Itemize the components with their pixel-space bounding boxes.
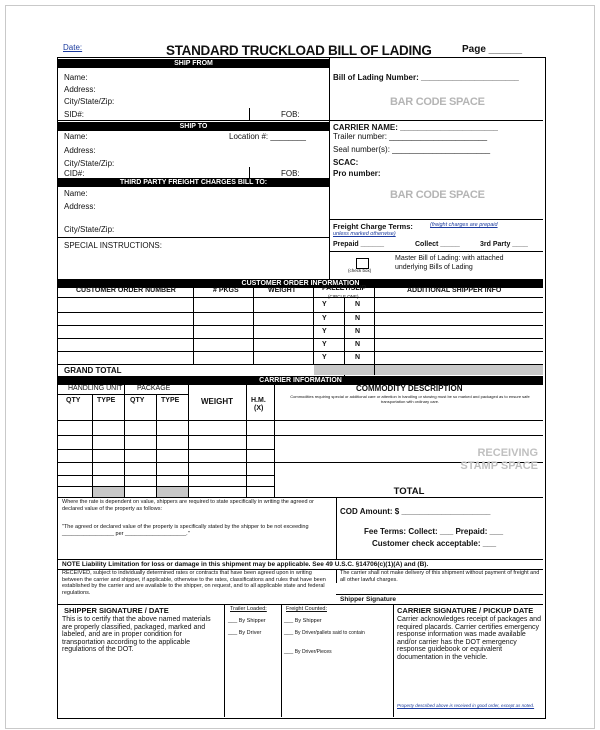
col-weight: WEIGHT bbox=[268, 287, 296, 294]
pallet-no-2[interactable]: N bbox=[355, 315, 361, 322]
barcode-space-2: BAR CODE SPACE bbox=[390, 189, 485, 201]
carrier-signature-title: CARRIER SIGNATURE / PICKUP DATE bbox=[397, 606, 534, 615]
ship-from-sid[interactable]: SID#: bbox=[64, 110, 85, 119]
pallet-yes-5[interactable]: Y bbox=[322, 354, 327, 361]
receiving-label: RECEIVING bbox=[477, 447, 538, 459]
received-text: RECEIVED, subject to individually determined rates or contracts that have been agreed upon in writing between the carrier and shipper, if applicable, otherwise to the rates, classifications and rules that have been established by the carrier and are available to the shipper, on request, and to all applicable state and federal regulations. bbox=[62, 570, 326, 596]
hu-type-label: TYPE bbox=[97, 397, 116, 404]
pallet-yes-4[interactable]: Y bbox=[322, 341, 327, 348]
freight-counted-pieces[interactable]: ___ By Driver/Pieces bbox=[284, 649, 332, 655]
liability-note: NOTE Liability Limitation for loss or damage in this shipment may be applicable. See 49 U.S.C. §14706(c)(1)(A) and (B). bbox=[62, 561, 429, 568]
stamp-space-label: STAMP SPACE bbox=[460, 460, 538, 472]
pro-number[interactable]: Pro number: bbox=[333, 169, 381, 178]
freight-terms-note: (freight charges are prepaid bbox=[430, 222, 498, 228]
carrier-certification: Carrier acknowledges receipt of packages and required placards. Carrier certifies emergency response information was made available and/or carrier has the DOT emergency response guidebook or equivalent documentation in the vehicle. bbox=[397, 616, 541, 661]
carrier-delivery-text: The carrier shall not make delivery of this shipment without payment of freight and all other lawful charges. bbox=[340, 570, 540, 583]
prepaid-field[interactable]: Prepaid ______ bbox=[333, 241, 384, 248]
ship-from-city[interactable]: City/State/Zip: bbox=[64, 97, 115, 106]
pallet-yes-3[interactable]: Y bbox=[322, 328, 327, 335]
shipper-certification: This is to certify that the above named materials are properly classified, packaged, marked and labeled, and are in proper condition for transportation according to the applicable regulations of the DOT. bbox=[62, 616, 211, 654]
trailer-loaded-driver[interactable]: ___ By Driver bbox=[228, 630, 262, 636]
ship-to-city[interactable]: City/State/Zip: bbox=[64, 159, 115, 168]
third-party-name[interactable]: Name: bbox=[64, 189, 88, 198]
trailer-loaded-shipper[interactable]: ___ By Shipper bbox=[228, 618, 266, 624]
col-pkgs: # PKGS bbox=[213, 287, 239, 294]
third-party-field[interactable]: 3rd Party ____ bbox=[480, 241, 528, 248]
ship-to-bar: SHIP TO bbox=[58, 122, 329, 131]
circle-one-note: (CIRCLE ONE) bbox=[328, 294, 359, 299]
pallet-yes-2[interactable]: Y bbox=[322, 315, 327, 322]
barcode-space-1: BAR CODE SPACE bbox=[390, 96, 485, 108]
ship-from-bar: SHIP FROM bbox=[58, 59, 329, 68]
hm-label: H.M. bbox=[251, 397, 266, 404]
ship-to-location[interactable]: Location #: ________ bbox=[229, 132, 306, 141]
pallet-no-3[interactable]: N bbox=[355, 328, 361, 335]
col-additional-info: ADDITIONAL SHIPPER INFO bbox=[407, 287, 502, 294]
third-party-address[interactable]: Address: bbox=[64, 202, 96, 211]
third-party-bar: THIRD PARTY FREIGHT CHARGES BILL TO: bbox=[58, 178, 329, 187]
freight-charge-terms: Freight Charge Terms: bbox=[333, 222, 413, 231]
carrier-name[interactable]: CARRIER NAME: ______________________ bbox=[333, 123, 498, 132]
freight-terms-note-2: unless marked otherwise) bbox=[333, 231, 396, 237]
ship-from-name[interactable]: Name: bbox=[64, 73, 88, 82]
total-label: TOTAL bbox=[275, 486, 543, 497]
freight-counted-label: Freight Counted: bbox=[286, 606, 327, 612]
third-party-city[interactable]: City/State/Zip: bbox=[64, 225, 115, 234]
date-label: Date: bbox=[63, 43, 83, 52]
ship-to-fob[interactable]: FOB: bbox=[281, 169, 300, 178]
pkg-type-label: TYPE bbox=[161, 397, 180, 404]
weight-label: WEIGHT bbox=[201, 397, 233, 406]
col-customer-order-number: CUSTOMER ORDER NUMBER bbox=[76, 287, 176, 294]
customer-order-bar: CUSTOMER ORDER INFORMATION bbox=[58, 279, 543, 288]
customer-check[interactable]: Customer check acceptable: ___ bbox=[372, 539, 497, 548]
package-label: PACKAGE bbox=[137, 385, 171, 392]
master-bol-text-2: underlying Bills of Lading bbox=[395, 264, 473, 271]
hm-x-label: (X) bbox=[254, 405, 264, 412]
col-pallet-slip: PALLET/SLIP bbox=[322, 285, 367, 292]
grand-total-shaded bbox=[314, 365, 543, 375]
trailer-loaded-label: Trailer Loaded: bbox=[230, 606, 267, 612]
handling-unit-label: HANDLING UNIT bbox=[68, 385, 123, 392]
master-bol-text: Master Bill of Lading: with attached bbox=[395, 255, 504, 262]
cod-fee-terms[interactable]: Fee Terms: Collect: ___ Prepaid: ___ bbox=[364, 527, 504, 536]
special-instructions[interactable]: SPECIAL INSTRUCTIONS: bbox=[64, 241, 162, 250]
ship-from-fob[interactable]: FOB: bbox=[281, 110, 300, 119]
page-number[interactable]: Page ______ bbox=[462, 44, 523, 55]
seal-number[interactable]: Seal number(s): ______________________ bbox=[333, 145, 491, 154]
hu-qty-label: QTY bbox=[66, 397, 81, 404]
bol-number[interactable]: Bill of Lading Number: ______________________ bbox=[333, 73, 519, 82]
declared-value-text: Where the rate is dependent on value, shippers are required to state specifically in writing the agreed or declared value of the property as follows: bbox=[62, 499, 314, 512]
commodity-note: Commodities requiring special or additional care or attention in handling or stowing must be so marked and packaged as to ensure safe transportation with ordinary care. bbox=[290, 394, 530, 404]
carrier-info-bar: CARRIER INFORMATION bbox=[58, 376, 543, 385]
ship-to-cid[interactable]: CID#: bbox=[64, 169, 85, 178]
ship-to-address[interactable]: Address: bbox=[64, 146, 96, 155]
cod-amount[interactable]: COD Amount: $ ____________________ bbox=[340, 507, 491, 516]
form-title: STANDARD TRUCKLOAD BILL OF LADING bbox=[166, 43, 432, 58]
shipper-signature-title: SHIPPER SIGNATURE / DATE bbox=[64, 606, 169, 615]
commodity-label: COMMODITY DESCRIPTION bbox=[356, 384, 463, 393]
freight-counted-pallets[interactable]: ___ By Driver/pallets said to contain bbox=[284, 630, 365, 636]
property-received-note: Property described above is received in good order, except as noted. bbox=[397, 703, 535, 708]
collect-field[interactable]: Collect _____ bbox=[415, 241, 460, 248]
pallet-no-5[interactable]: N bbox=[355, 354, 361, 361]
freight-counted-shipper[interactable]: ___ By Shipper bbox=[284, 618, 322, 624]
pallet-yes-1[interactable]: Y bbox=[322, 301, 327, 308]
ship-to-name[interactable]: Name: bbox=[64, 132, 88, 141]
pallet-no-4[interactable]: N bbox=[355, 341, 361, 348]
declared-value-statement[interactable]: "The agreed or declared value of the property is specifically stated by the shipper to be not exceeding _________________ per ____________________." bbox=[62, 524, 309, 537]
pkg-qty-label: QTY bbox=[130, 397, 145, 404]
trailer-number[interactable]: Trailer number: ______________________ bbox=[333, 132, 488, 141]
pallet-no-1[interactable]: N bbox=[355, 301, 361, 308]
scac[interactable]: SCAC: bbox=[333, 158, 359, 167]
ship-from-address[interactable]: Address: bbox=[64, 85, 96, 94]
shipper-signature-label[interactable]: Shipper Signature bbox=[340, 596, 396, 603]
grand-total-label: GRAND TOTAL bbox=[64, 366, 122, 375]
bill-of-lading-form bbox=[5, 5, 595, 729]
check-box-label: (check box) bbox=[348, 268, 372, 273]
